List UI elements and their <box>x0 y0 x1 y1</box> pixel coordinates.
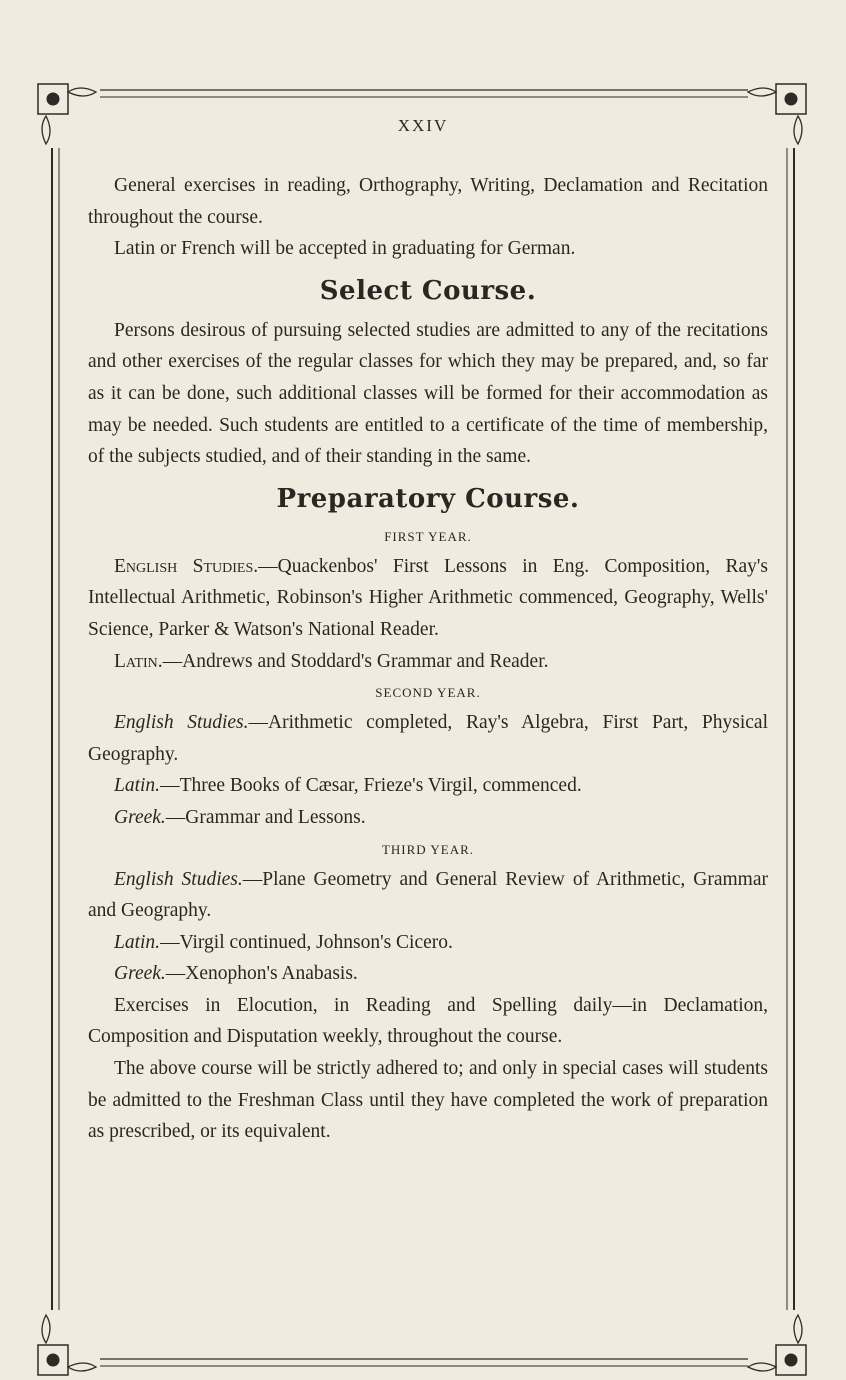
corner-ornament-bottom-right <box>748 1315 806 1375</box>
exercises-paragraph: Exercises in Elocution, in Reading and Spelling daily—in Declamation, Composition and Disputation weekly, throughout the course. <box>88 994 768 1048</box>
corner-ornament-bottom-left <box>38 1315 96 1375</box>
second-year-english-text: —Arithmetic completed, Ray's Algebra, First Part, Physical Geography. <box>88 712 769 765</box>
second-year-english <box>88 707 768 770</box>
first-year-english <box>88 551 768 646</box>
second-year-latin-label: Latin. <box>114 775 161 797</box>
closing-paragraph: The above course will be strictly adhered to; and only in special cases will students be admitted to the Freshman Class until they have completed the work of preparation as prescribed, or its equivalent. <box>88 1058 768 1143</box>
preparatory-course-heading: Preparatory Course. <box>276 483 580 514</box>
first-year-latin-label: Latin. <box>114 650 163 672</box>
select-course-heading: Select Course. <box>319 275 537 306</box>
third-year-latin-label: Latin. <box>114 931 161 953</box>
first-year-english-label: English Studies. <box>114 555 259 577</box>
page-content <box>88 170 768 1148</box>
first-year-latin-text: —Andrews and Stoddard's Grammar and Reader. <box>162 650 549 672</box>
second-year-greek <box>88 802 768 834</box>
first-year-english-text: —Quackenbos' First Lessons in Eng. Composition, Ray's Intellectual Arithmetic, Robinson's Higher Arithmetic commenced, Geography, Wells' Science, Parker & Watson's National Reader. <box>88 555 768 640</box>
page-number: XXIV <box>397 116 449 135</box>
third-year-english <box>88 864 768 927</box>
second-year-greek-label: Greek. <box>114 806 166 828</box>
first-year-latin <box>88 646 768 678</box>
second-year-latin-text: —Three Books of Cæsar, Frieze's Virgil, commenced. <box>160 775 582 797</box>
first-year-label: FIRST YEAR. <box>384 528 472 544</box>
intro-paragraph-2: Latin or French will be accepted in graduating for German. <box>114 238 576 260</box>
intro-paragraph-1: General exercises in reading, Orthography, Writing, Declamation and Recitation throughout the course. <box>88 175 768 228</box>
second-year-english-label: English Studies. <box>114 712 249 734</box>
third-year-label: THIRD YEAR. <box>381 841 475 857</box>
select-course-text: Persons desirous of pursuing selected studies are admitted to any of the recitations and other exercises of the regular classes for which they may be prepared, and, so far as it can be done, such additional classes will be formed for their accommodation as may be needed. Such students are entitled to a certificate of the time of membership, of the subjects studied, and of their standing in the same. <box>88 319 768 468</box>
third-year-english-text: —Plane Geometry and General Review of Arithmetic, Grammar and Geography. <box>88 868 768 922</box>
third-year-latin-text: —Virgil continued, Johnson's Cicero. <box>160 931 453 953</box>
third-year-greek-label: Greek. <box>114 963 166 985</box>
third-year-english-label: English Studies. <box>114 868 243 890</box>
third-year-greek-text: —Xenophon's Anabasis. <box>165 963 358 985</box>
third-year-latin <box>88 927 768 959</box>
second-year-label: SECOND YEAR. <box>375 685 481 701</box>
second-year-latin <box>88 770 768 802</box>
third-year-greek <box>88 958 768 990</box>
second-year-greek-text: —Grammar and Lessons. <box>165 806 366 828</box>
